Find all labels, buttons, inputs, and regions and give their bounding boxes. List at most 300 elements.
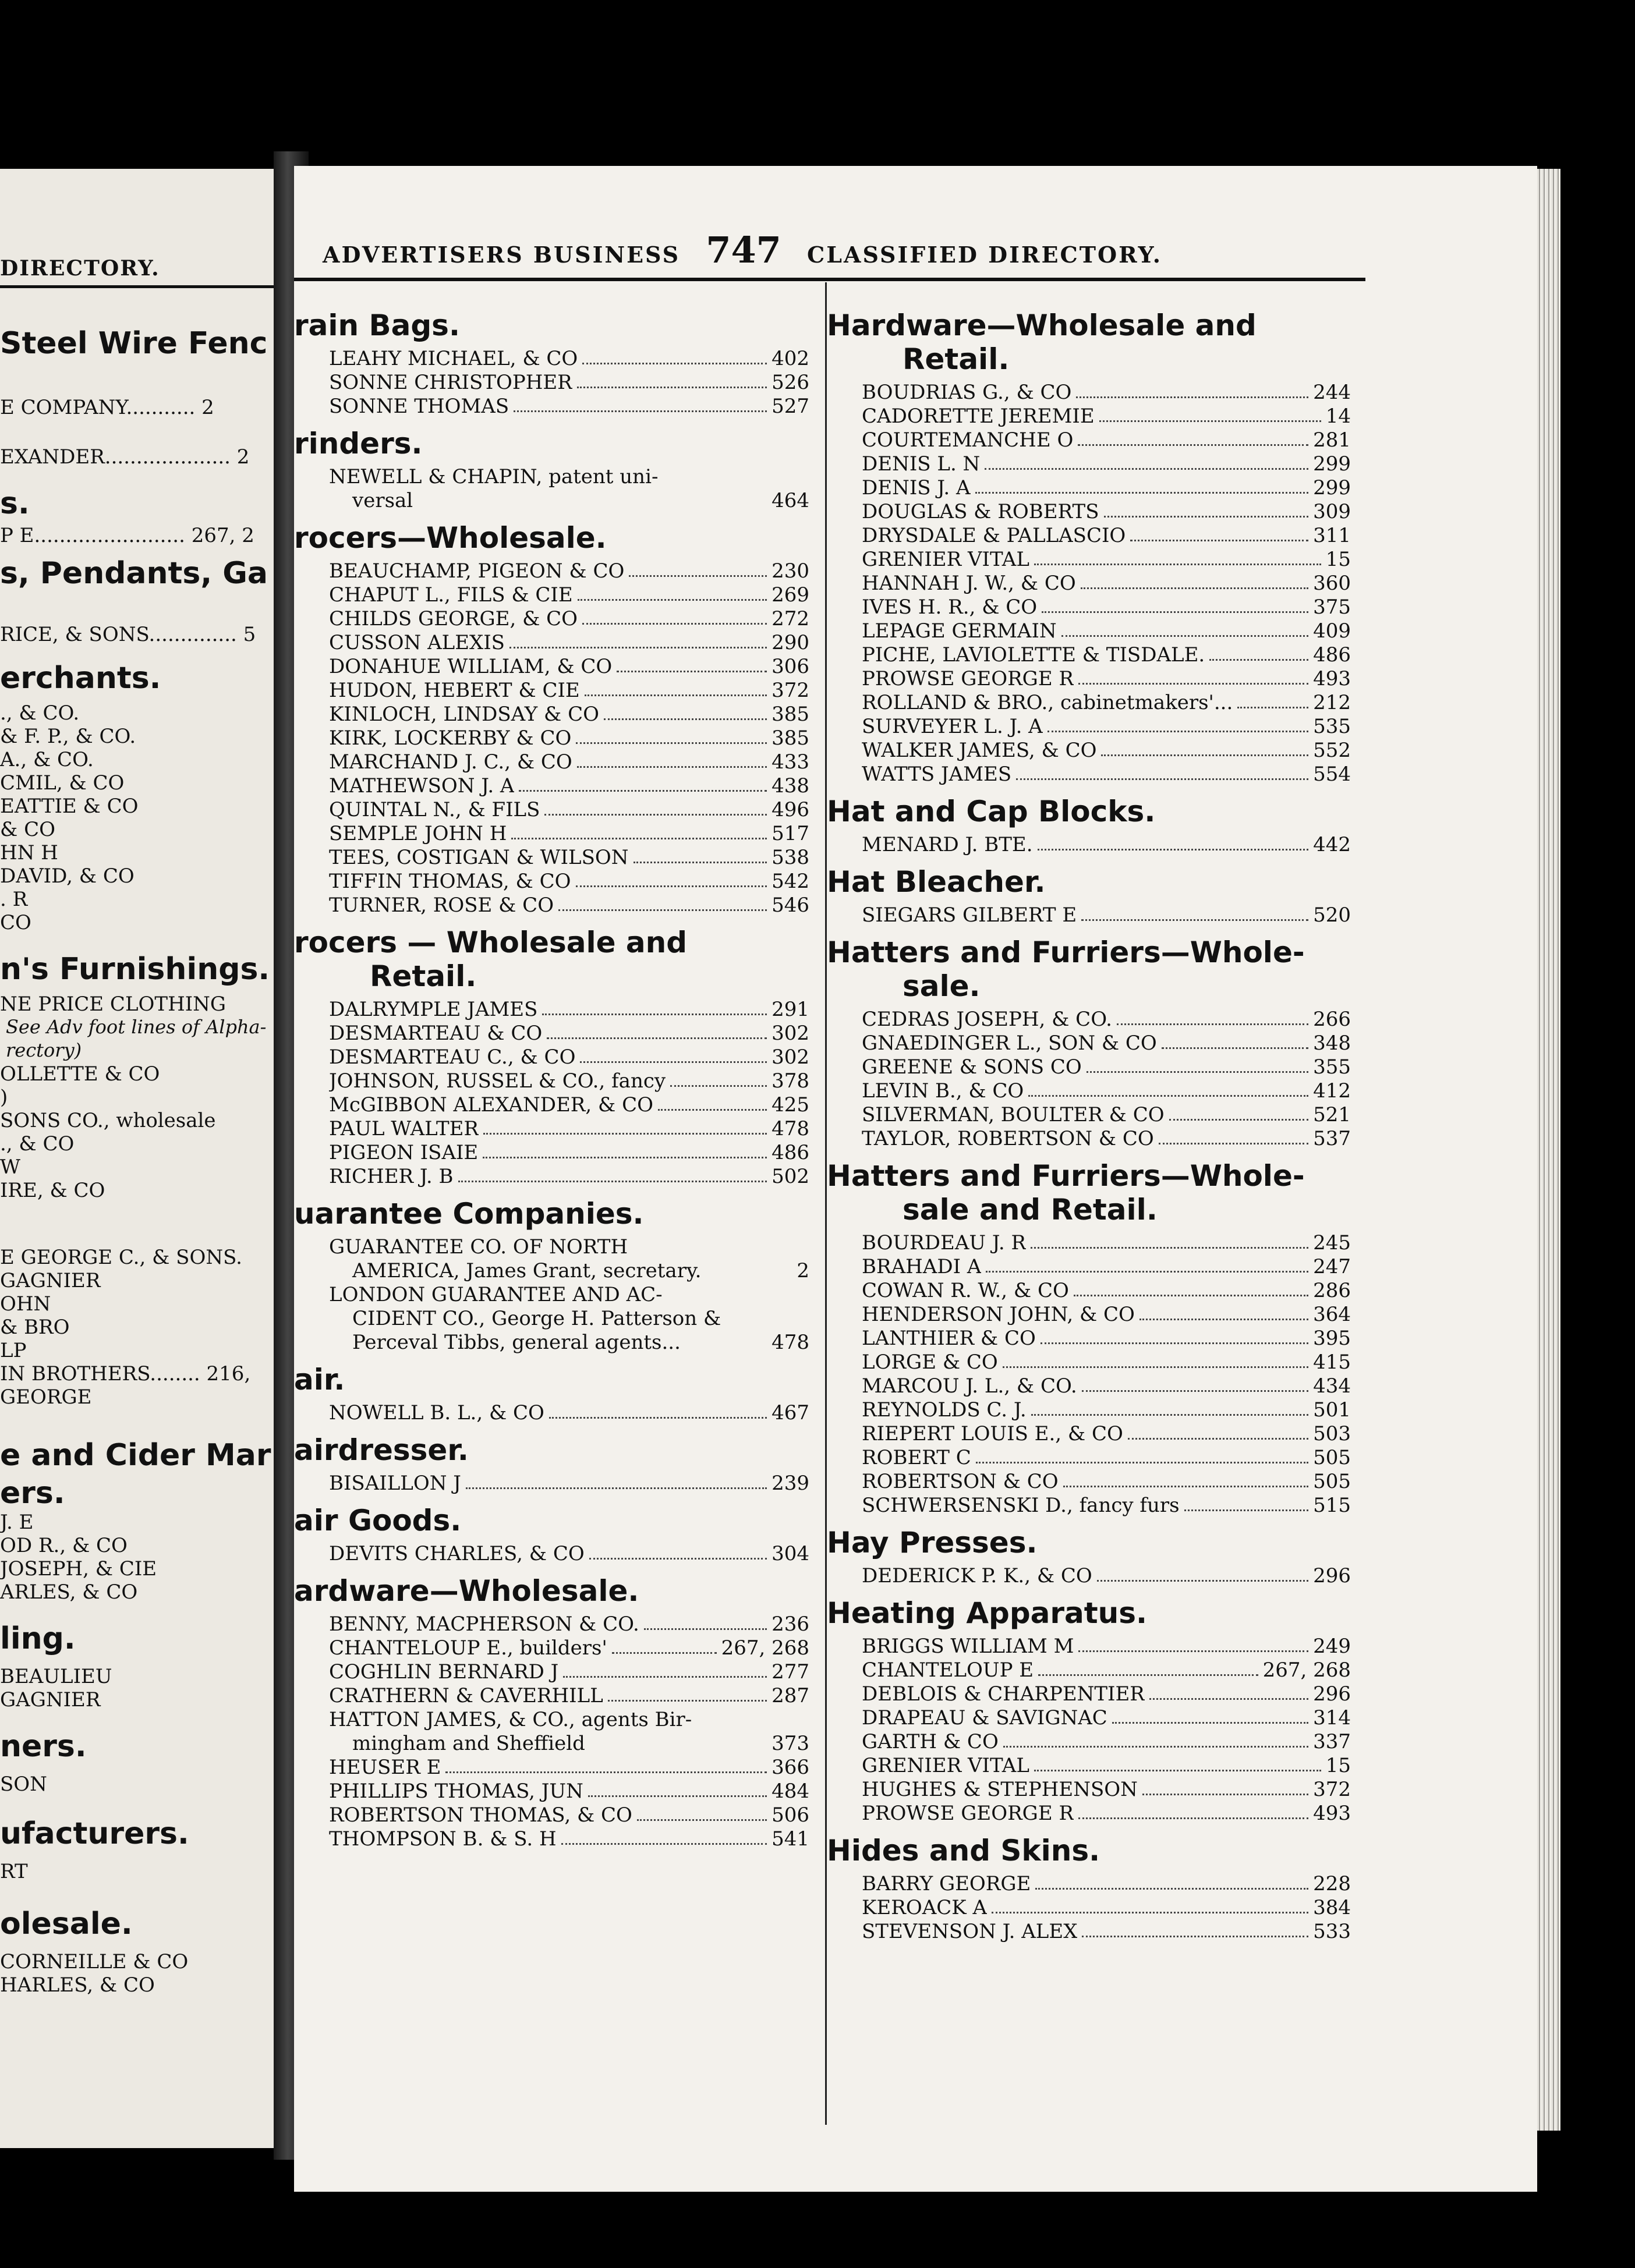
entry-name: PIGEON ISAIE <box>329 1141 479 1164</box>
section-heading <box>294 427 809 460</box>
previous-page-line: & BRO <box>0 1316 70 1339</box>
leader-dots <box>514 395 767 412</box>
leader-dots <box>585 679 767 696</box>
leader-dots <box>1101 739 1308 756</box>
leader-dots <box>1061 619 1308 637</box>
directory-entry <box>827 1255 1351 1279</box>
previous-page-line: GEORGE <box>0 1385 92 1409</box>
entry-page-ref: 15 <box>1325 548 1351 571</box>
leader-dots <box>1149 1682 1308 1700</box>
leader-dots <box>992 1896 1308 1913</box>
entry-name: NEWELL & CHAPIN, patent uni- <box>329 465 659 488</box>
directory-entry <box>294 1022 809 1046</box>
directory-section <box>827 1834 1351 1944</box>
entry-page-ref: 287 <box>772 1684 809 1707</box>
directory-entry <box>294 1636 809 1660</box>
previous-page-line: EATTIE & CO <box>0 795 139 818</box>
entry-name: GNAEDINGER L., SON & CO <box>862 1032 1157 1055</box>
directory-entry <box>827 1754 1351 1778</box>
directory-entry <box>827 1896 1351 1920</box>
leader-dots <box>1130 524 1308 541</box>
directory-entry <box>294 1660 809 1684</box>
directory-section <box>294 427 809 513</box>
entry-page-ref: 247 <box>1313 1255 1351 1278</box>
directory-section <box>827 865 1351 927</box>
section-heading <box>294 309 809 342</box>
directory-entry <box>827 1872 1351 1896</box>
leader-dots <box>458 1165 767 1182</box>
entry-page-ref: 291 <box>772 998 809 1021</box>
previous-page-line: Steel Wire Fenc <box>0 326 268 361</box>
previous-page-line: BEAULIEU <box>0 1665 112 1688</box>
directory-entry <box>294 750 809 774</box>
entry-name: SEMPLE JOHN H <box>329 822 507 845</box>
directory-entry <box>827 1398 1351 1422</box>
entry-name: IVES H. R., & CO <box>862 596 1038 619</box>
entry-page-ref: 533 <box>1313 1920 1351 1943</box>
directory-entry <box>294 798 809 822</box>
leader-dots <box>1003 1730 1308 1748</box>
entry-name: BARRY GEORGE <box>862 1872 1031 1895</box>
leader-dots <box>1087 1055 1308 1073</box>
entry-name: CHANTELOUP E <box>862 1659 1034 1682</box>
leader-dots <box>1139 1303 1308 1320</box>
previous-page-line: E COMPANY........... 2 <box>0 396 214 419</box>
entry-page-ref: 486 <box>1313 643 1351 667</box>
previous-page-header: DIRECTORY. <box>0 256 160 281</box>
directory-entry <box>827 1279 1351 1303</box>
entry-page-ref: 433 <box>772 750 809 774</box>
directory-section <box>827 1596 1351 1826</box>
directory-section <box>294 521 809 917</box>
directory-entry <box>827 643 1351 667</box>
section-heading <box>294 1574 809 1608</box>
entry-page-ref: 535 <box>1313 715 1351 738</box>
entry-name: DEVITS CHARLES, & CO <box>329 1542 585 1565</box>
entry-name: TIFFIN THOMAS, & CO <box>329 870 571 893</box>
previous-page-line: erchants. <box>0 661 161 696</box>
leader-dots <box>580 1046 767 1063</box>
directory-entry <box>827 1008 1351 1032</box>
entry-page-ref: 245 <box>1313 1231 1351 1255</box>
directory-entry <box>827 1103 1351 1127</box>
previous-page-line: E GEORGE C., & SONS. <box>0 1246 242 1269</box>
previous-page-line: OLLETTE & CO <box>0 1062 160 1086</box>
entry-page-ref: 348 <box>1313 1032 1351 1055</box>
previous-page-line: s, Pendants, Ga <box>0 556 268 591</box>
leader-dots <box>1003 1351 1308 1368</box>
entry-page-ref: 366 <box>772 1756 809 1779</box>
section-heading-continuation: Retail. <box>370 959 477 993</box>
entry-name: CUSSON ALEXIS <box>329 631 505 654</box>
entry-name: DENIS J. A <box>862 476 971 499</box>
leader-dots <box>509 631 767 648</box>
entry-name: WALKER JAMES, & CO <box>862 739 1097 762</box>
leader-dots <box>1016 763 1308 780</box>
entry-name: BOUDRIAS G., & CO <box>862 381 1072 404</box>
directory-section <box>294 1363 809 1425</box>
entry-page-ref: 521 <box>1313 1103 1351 1126</box>
entry-page-ref: 277 <box>772 1660 809 1684</box>
directory-entry <box>294 1613 809 1636</box>
previous-page-line: A., & CO. <box>0 748 94 771</box>
entry-page-ref: 364 <box>1313 1303 1351 1326</box>
previous-page-line: J. E <box>0 1511 34 1534</box>
section-heading <box>294 1504 809 1537</box>
directory-entry <box>827 715 1351 739</box>
entry-name: PAUL WALTER <box>329 1117 479 1140</box>
entry-page-ref: 302 <box>772 1046 809 1069</box>
directory-section <box>294 1197 809 1355</box>
directory-entry <box>294 371 809 395</box>
entry-name: CHANTELOUP E., builders' <box>329 1636 607 1660</box>
entry-page-ref: 15 <box>1325 1754 1351 1777</box>
entry-page-ref: 496 <box>772 798 809 821</box>
entry-name: BENNY, MACPHERSON & CO. <box>329 1613 639 1636</box>
entry-name: THOMPSON B. & S. H <box>329 1827 557 1851</box>
previous-page-line: & CO <box>0 818 55 841</box>
directory-entry <box>827 1706 1351 1730</box>
entry-page-ref: 526 <box>772 371 809 394</box>
entry-name: DRAPEAU & SAVIGNAC <box>862 1706 1107 1730</box>
leader-dots <box>542 998 767 1015</box>
previous-page-line: W <box>0 1156 20 1179</box>
directory-entry <box>827 1303 1351 1327</box>
previous-page-line: DAVID, & CO <box>0 864 135 888</box>
entry-page-ref: 372 <box>772 679 809 702</box>
entry-name: HATTON JAMES, & CO., agents Bir- <box>329 1708 692 1731</box>
entry-page-ref: 267, 268 <box>1262 1659 1351 1682</box>
entry-page-ref: 244 <box>1313 381 1351 404</box>
entry-page-ref: 337 <box>1313 1730 1351 1753</box>
directory-entry <box>294 679 809 703</box>
leader-dots <box>975 476 1309 494</box>
previous-page-line: n's Furnishings. <box>0 952 270 987</box>
entry-name: PROWSE GEORGE R <box>862 1802 1074 1825</box>
entry-name: LONDON GUARANTEE AND AC- <box>329 1283 663 1306</box>
entry-page-ref: 269 <box>772 583 809 607</box>
entry-name: COURTEMANCHE O <box>862 428 1074 452</box>
leader-dots <box>578 583 767 601</box>
entry-continuation: AMERICA, James Grant, secretary. <box>352 1259 702 1282</box>
previous-page-line: RT <box>0 1860 28 1883</box>
entry-page-ref: 266 <box>1313 1008 1351 1031</box>
section-heading <box>827 935 1351 1003</box>
entry-page-ref: 304 <box>772 1542 809 1565</box>
section-heading <box>294 521 809 555</box>
entry-page-ref: 296 <box>1313 1564 1351 1587</box>
entry-page-ref: 385 <box>772 703 809 726</box>
leader-dots <box>582 607 767 625</box>
entry-page-ref: 484 <box>772 1780 809 1803</box>
entry-name: GARTH & CO <box>862 1730 999 1753</box>
entry-page-ref: 493 <box>1313 1802 1351 1825</box>
entry-page-ref: 554 <box>1313 763 1351 786</box>
entry-name: WATTS JAMES <box>862 763 1012 786</box>
entry-page-ref: 478 <box>772 1117 809 1140</box>
entry-name: DOUGLAS & ROBERTS <box>862 500 1099 523</box>
leader-dots <box>1028 1079 1308 1097</box>
previous-page-line: P E........................ 267, 2 <box>0 524 254 547</box>
entry-name: BRIGGS WILLIAM M <box>862 1635 1074 1658</box>
entry-page-ref: 2 <box>797 1259 809 1282</box>
entry-page-ref: 503 <box>1313 1422 1351 1445</box>
leader-dots <box>577 750 767 768</box>
directory-section <box>827 1159 1351 1518</box>
leader-dots <box>1159 1127 1308 1144</box>
directory-entry <box>827 1778 1351 1802</box>
directory-entry <box>827 572 1351 596</box>
leader-dots <box>483 1117 767 1135</box>
directory-entry <box>827 1730 1351 1754</box>
leader-dots <box>1104 500 1309 518</box>
directory-entry <box>827 763 1351 786</box>
entry-page-ref: 311 <box>1313 524 1351 547</box>
entry-page-ref: 520 <box>1313 903 1351 927</box>
section-heading-text: rocers — Wholesale and <box>294 926 688 959</box>
previous-page-line: olesale. <box>0 1906 133 1941</box>
entry-page-ref: 249 <box>1313 1635 1351 1658</box>
entry-name: CRATHERN & CAVERHILL <box>329 1684 603 1707</box>
leader-dots <box>483 1141 767 1158</box>
leader-dots <box>1031 1231 1308 1249</box>
section-heading-text: rain Bags. <box>294 309 460 342</box>
entry-name: GREENE & SONS CO <box>862 1055 1082 1079</box>
entry-name: HUGHES & STEPHENSON <box>862 1778 1138 1801</box>
entry-name: MARCHAND J. C., & CO <box>329 750 572 774</box>
entry-page-ref: 467 <box>772 1401 809 1424</box>
leader-dots <box>561 1827 767 1845</box>
directory-entry <box>294 1117 809 1141</box>
entry-name: DEDERICK P. K., & CO <box>862 1564 1092 1587</box>
entry-name: TURNER, ROSE & CO <box>329 894 554 917</box>
left-column <box>294 303 809 1859</box>
directory-entry <box>294 347 809 371</box>
entry-page-ref: 239 <box>772 1472 809 1495</box>
section-heading <box>827 865 1351 899</box>
entry-name: STEVENSON J. ALEX <box>862 1920 1078 1943</box>
leader-dots <box>582 347 767 364</box>
leader-dots <box>1169 1103 1308 1121</box>
entry-name: MATHEWSON J. A <box>329 774 515 798</box>
section-heading-text: rocers—Wholesale. <box>294 521 607 555</box>
directory-entry <box>827 428 1351 452</box>
previous-page-line: ) <box>0 1086 8 1109</box>
directory-entry <box>294 631 809 655</box>
section-heading <box>294 1433 809 1467</box>
leader-dots <box>1038 833 1309 850</box>
previous-page-line: CMIL, & CO <box>0 771 125 795</box>
directory-entry <box>827 1327 1351 1351</box>
section-heading-continuation: Retail. <box>903 342 1010 376</box>
section-heading-text: Hat Bleacher. <box>827 865 1046 899</box>
previous-page-line: e and Cider Mar <box>0 1438 271 1473</box>
leader-dots <box>1047 715 1308 732</box>
entry-page-ref: 415 <box>1313 1351 1351 1374</box>
entry-page-ref: 375 <box>1313 596 1351 619</box>
entry-name: BEAUCHAMP, PIGEON & CO <box>329 559 625 583</box>
directory-entry <box>294 1542 809 1566</box>
leader-dots <box>1097 1564 1308 1582</box>
leader-dots <box>634 846 767 863</box>
entry-name: MENARD J. BTE. <box>862 833 1033 856</box>
section-heading <box>827 795 1351 828</box>
entry-page-ref: 355 <box>1313 1055 1351 1079</box>
previous-page-line: OHN <box>0 1292 51 1316</box>
entry-name: TEES, COSTIGAN & WILSON <box>329 846 629 869</box>
section-heading <box>294 1363 809 1397</box>
entry-name: LORGE & CO <box>862 1351 998 1374</box>
previous-page-line: LP <box>0 1339 27 1362</box>
header-right: CLASSIFIED DIRECTORY. <box>807 242 1162 268</box>
previous-page-line: HARLES, & CO <box>0 1973 155 1997</box>
entry-name: SILVERMAN, BOULTER & CO <box>862 1103 1165 1126</box>
directory-entry <box>827 1127 1351 1151</box>
entry-page-ref: 299 <box>1313 452 1351 476</box>
entry-name: DEBLOIS & CHARPENTIER <box>862 1682 1145 1706</box>
entry-page-ref: 314 <box>1313 1706 1351 1730</box>
directory-entry <box>827 500 1351 524</box>
entry-name: PROWSE GEORGE R <box>862 667 1074 690</box>
leader-dots <box>1142 1778 1308 1795</box>
directory-section <box>294 1574 809 1851</box>
entry-page-ref: 384 <box>1313 1896 1351 1919</box>
entry-name: ROBERTSON THOMAS, & CO <box>329 1803 632 1827</box>
directory-entry <box>294 774 809 798</box>
leader-dots <box>576 727 767 744</box>
header-rule <box>294 278 1365 281</box>
entry-name: MARCOU J. L., & CO. <box>862 1374 1077 1398</box>
previous-page-line: GAGNIER <box>0 1688 101 1711</box>
entry-name: DENIS L. N <box>862 452 981 476</box>
entry-name: HEUSER E <box>329 1756 441 1779</box>
directory-entry <box>294 727 809 750</box>
entry-name: QUINTAL N., & FILS <box>329 798 540 821</box>
directory-entry <box>827 596 1351 619</box>
directory-entry <box>294 1472 809 1496</box>
entry-page-ref: 502 <box>772 1165 809 1188</box>
leader-dots <box>637 1803 767 1821</box>
entry-name: RIEPERT LOUIS E., & CO <box>862 1422 1123 1445</box>
leader-dots <box>612 1636 717 1654</box>
previous-page-line: RICE, & SONS.............. 5 <box>0 623 256 646</box>
directory-entry <box>294 559 809 583</box>
leader-dots <box>608 1684 767 1702</box>
section-heading-continuation: sale. <box>903 969 981 1003</box>
previous-page-line: NE PRICE CLOTHING <box>0 993 227 1016</box>
directory-entry <box>294 1141 809 1165</box>
leader-dots <box>1063 1470 1308 1487</box>
directory-entry <box>294 1684 809 1708</box>
directory-entry <box>294 870 809 894</box>
directory-entry <box>827 1802 1351 1826</box>
entry-name: GUARANTEE CO. OF NORTH <box>329 1235 628 1259</box>
directory-entry <box>827 1682 1351 1706</box>
entry-page-ref: 230 <box>772 559 809 583</box>
leader-dots <box>1082 1920 1308 1937</box>
entry-name: DONAHUE WILLIAM, & CO <box>329 655 613 678</box>
leader-dots <box>1162 1032 1308 1049</box>
previous-page-line: ling. <box>0 1621 76 1656</box>
entry-page-ref: 425 <box>772 1093 809 1117</box>
entry-page-ref: 541 <box>772 1827 809 1851</box>
entry-name: ROBERTSON & CO <box>862 1470 1059 1493</box>
directory-entry <box>294 1803 809 1827</box>
section-heading-text: airdresser. <box>294 1433 469 1467</box>
leader-dots <box>1076 381 1308 398</box>
entry-page-ref: 438 <box>772 774 809 798</box>
directory-section <box>294 1504 809 1566</box>
entry-name: KEROACK A <box>862 1896 988 1919</box>
entry-page-ref: 412 <box>1313 1079 1351 1103</box>
leader-dots <box>986 1255 1308 1273</box>
entry-page-ref: 409 <box>1313 619 1351 643</box>
entry-page-ref: 378 <box>772 1069 809 1093</box>
section-heading-continuation: sale and Retail. <box>903 1193 1158 1227</box>
section-heading-text: air. <box>294 1363 345 1397</box>
entry-page-ref: 281 <box>1313 428 1351 452</box>
directory-entry <box>827 405 1351 428</box>
previous-page-line: ufacturers. <box>0 1816 189 1851</box>
previous-page-line: ARLES, & CO <box>0 1580 138 1604</box>
leader-dots <box>1074 1279 1308 1296</box>
leader-dots <box>1078 667 1308 685</box>
leader-dots <box>629 559 767 577</box>
directory-entry <box>827 1351 1351 1374</box>
entry-name: SIEGARS GILBERT E <box>862 903 1077 927</box>
section-heading <box>827 1596 1351 1630</box>
directory-entry <box>294 822 809 846</box>
directory-entry <box>294 1827 809 1851</box>
entry-name: PICHE, LAVIOLETTE & TISDALE. <box>862 643 1205 667</box>
entry-page-ref: 506 <box>772 1803 809 1827</box>
directory-entry <box>294 465 809 513</box>
entry-name: HENDERSON JOHN, & CO <box>862 1303 1135 1326</box>
entry-page-ref: 267, 268 <box>721 1636 809 1660</box>
directory-section <box>827 935 1351 1151</box>
leader-dots <box>658 1093 767 1111</box>
section-heading <box>294 926 809 993</box>
entry-name: SCHWERSENSKI D., fancy furs <box>862 1494 1180 1517</box>
directory-entry <box>827 1659 1351 1682</box>
entry-name: COWAN R. W., & CO <box>862 1279 1069 1302</box>
entry-page-ref: 515 <box>1313 1494 1351 1517</box>
previous-page-line: IN BROTHERS........ 216, <box>0 1362 251 1385</box>
entry-name: BISAILLON J <box>329 1472 461 1495</box>
section-heading-text: Hides and Skins. <box>827 1834 1100 1867</box>
entry-page-ref: 290 <box>772 631 809 654</box>
entry-continuation: versal <box>352 489 413 512</box>
section-heading-text: Hatters and Furriers—Whole- <box>827 935 1305 969</box>
leader-dots <box>577 371 767 388</box>
entry-page-ref: 493 <box>1313 667 1351 690</box>
section-heading-text: Hay Presses. <box>827 1526 1038 1560</box>
leader-dots <box>1081 903 1308 921</box>
leader-dots <box>604 703 767 720</box>
entry-name: TAYLOR, ROBERTSON & CO <box>862 1127 1154 1150</box>
leader-dots <box>549 1401 767 1419</box>
leader-dots <box>1078 1635 1308 1652</box>
previous-page-line: IRE, & CO <box>0 1179 105 1202</box>
directory-entry <box>294 1093 809 1117</box>
entry-page-ref: 302 <box>772 1022 809 1045</box>
leader-dots <box>670 1069 767 1087</box>
entry-page-ref: 501 <box>1313 1398 1351 1422</box>
directory-entry <box>827 739 1351 763</box>
entry-name: BOURDEAU J. R <box>862 1231 1027 1255</box>
entry-name: HUDON, HEBERT & CIE <box>329 679 580 702</box>
leader-dots <box>1128 1422 1308 1440</box>
